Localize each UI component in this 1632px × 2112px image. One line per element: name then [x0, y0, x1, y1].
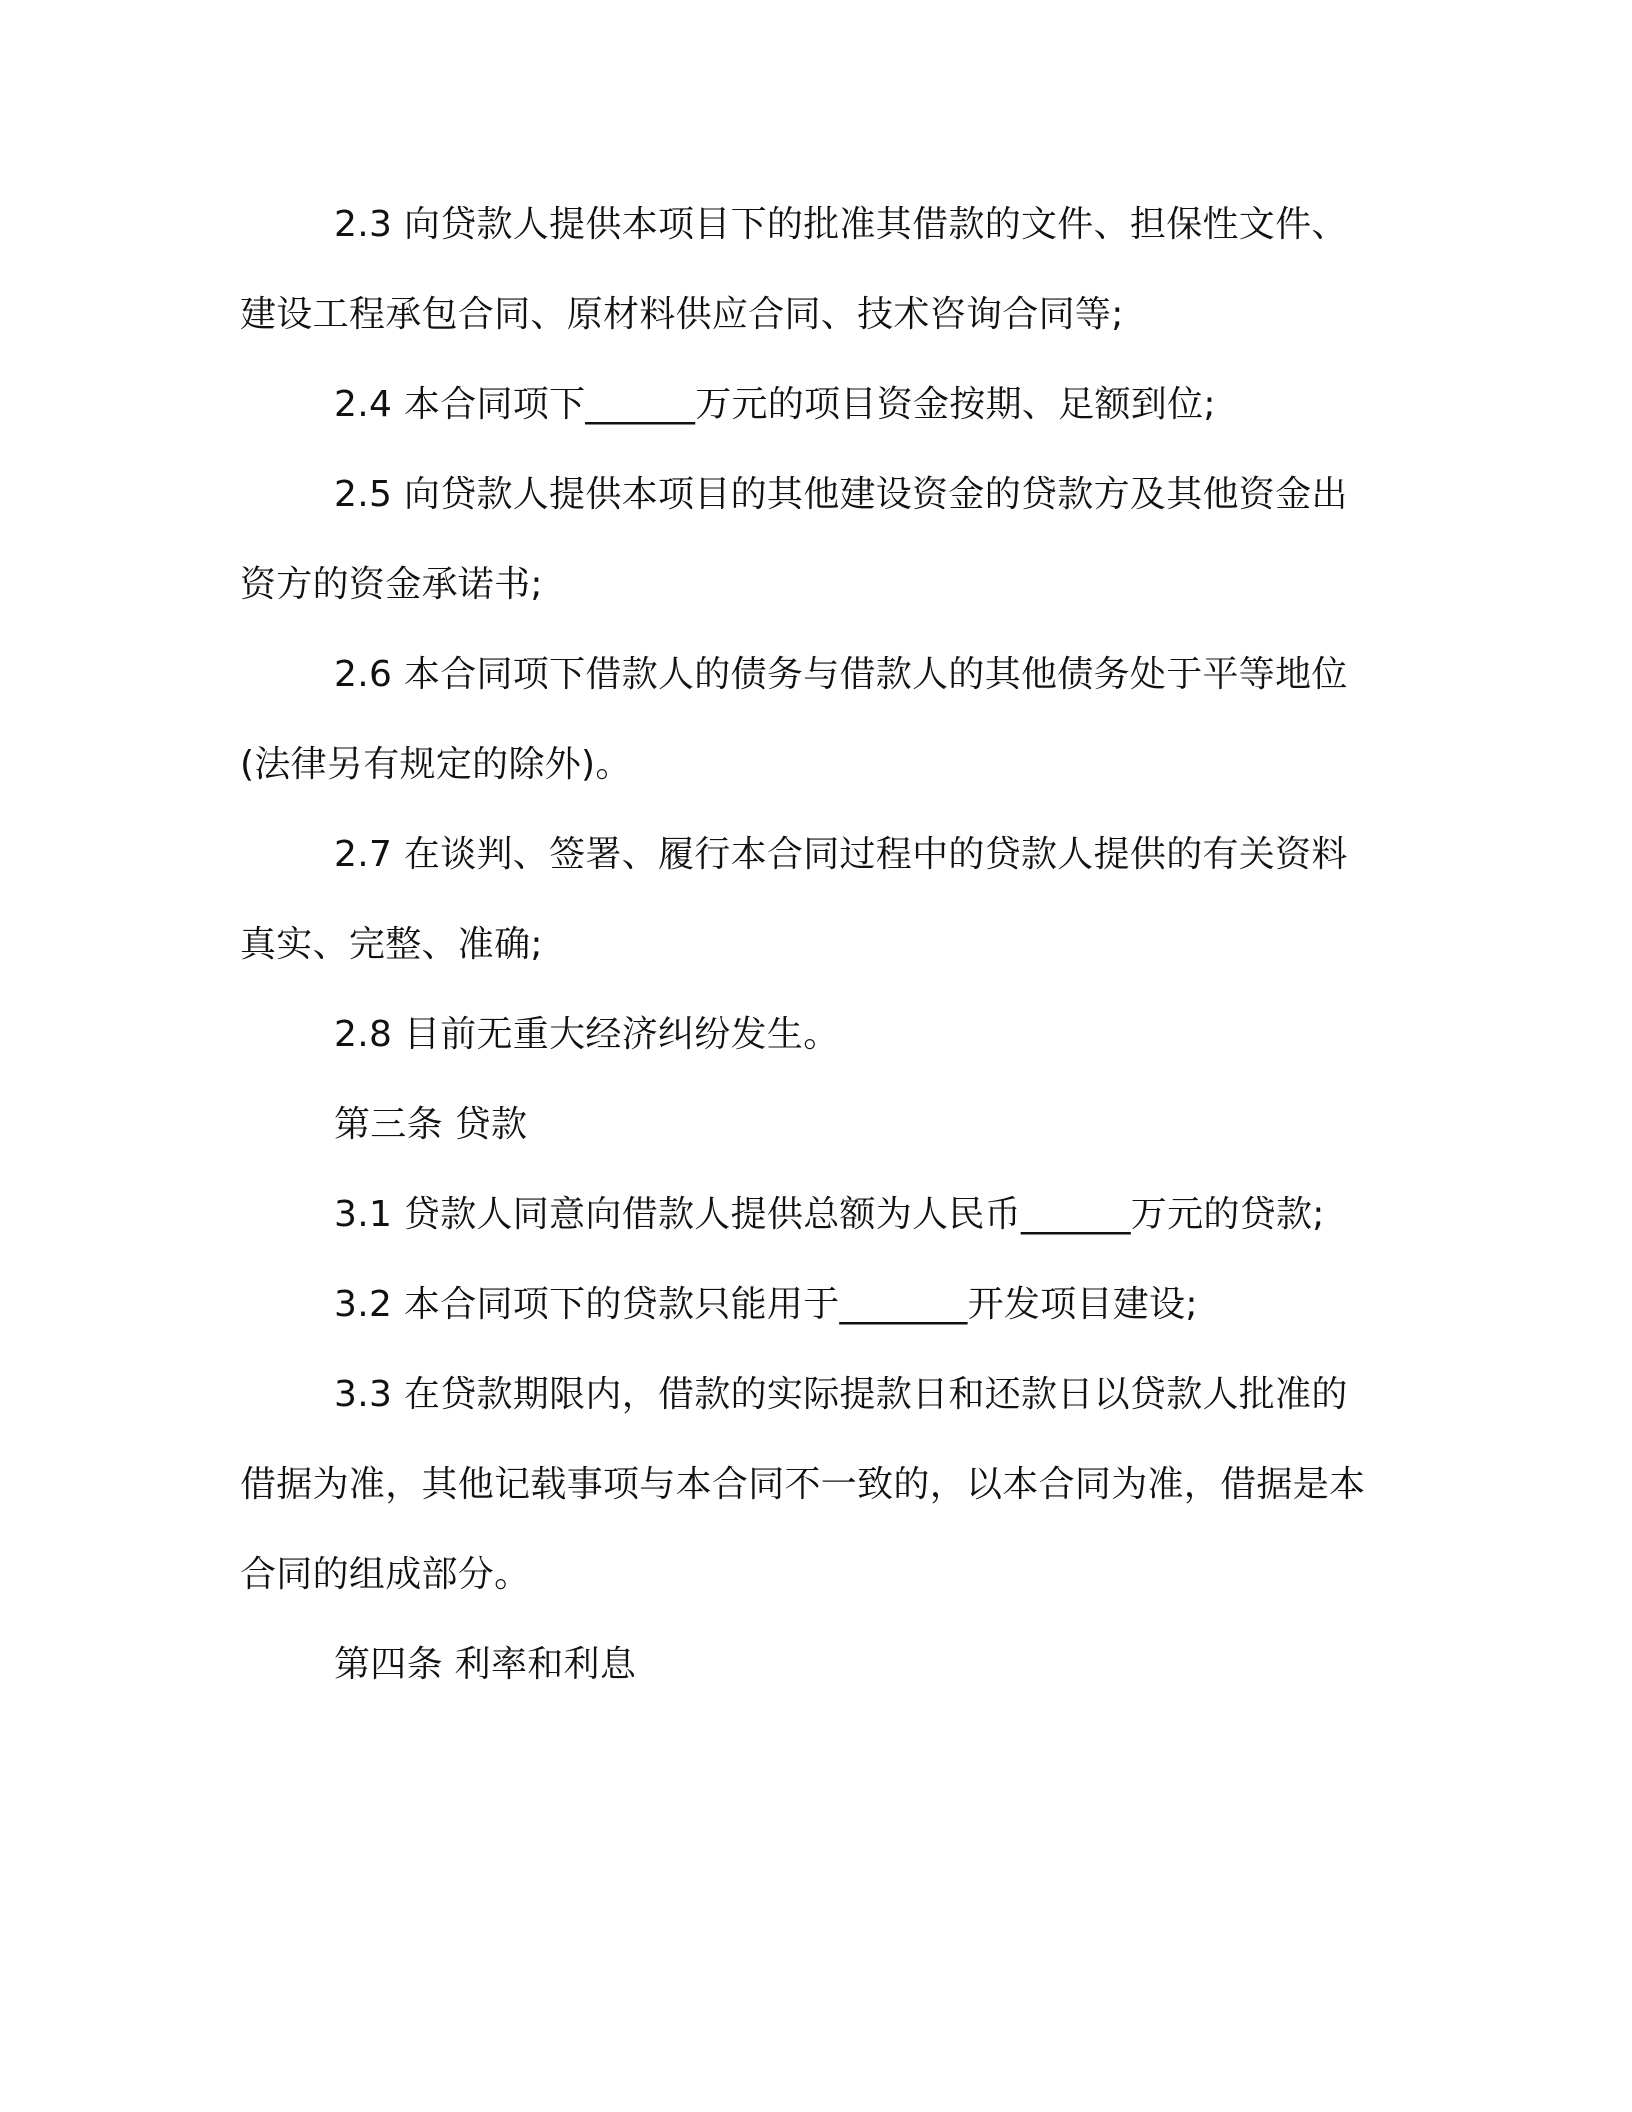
clause-2-8: 2.8 目前无重大经济纠纷发生。 — [334, 1014, 840, 1055]
article-4-heading: 第四条 利率和利息 — [334, 1644, 637, 1685]
document-body — [240, 180, 1368, 1710]
clause-2-5: 2.5 向贷款人提供本项目的其他建设资金的贷款方及其他资金出资方的资金承诺书; — [240, 474, 1348, 605]
clause-3-1: 3.1 贷款人同意向借款人提供总额为人民币______万元的贷款; — [334, 1194, 1325, 1235]
clause-3-3: 3.3 在贷款期限内，借款的实际提款日和还款日以贷款人批准的借据为准，其他记载事项与本合同不一致的，以本合同为准，借据是本合同的组成部分。 — [240, 1374, 1366, 1595]
clause-2-6: 2.6 本合同项下借款人的债务与借款人的其他债务处于平等地位(法律另有规定的除外)。 — [240, 654, 1348, 785]
clause-2-3: 2.3 向贷款人提供本项目下的批准其借款的文件、担保性文件、建设工程承包合同、原材料供应合同、技术咨询合同等; — [240, 204, 1348, 335]
clause-2-4: 2.4 本合同项下______万元的项目资金按期、足额到位; — [334, 384, 1216, 425]
clause-2-7: 2.7 在谈判、签署、履行本合同过程中的贷款人提供的有关资料真实、完整、准确; — [240, 834, 1348, 965]
article-3-heading: 第三条 贷款 — [334, 1104, 528, 1145]
clause-3-2: 3.2 本合同项下的贷款只能用于_______开发项目建设; — [334, 1284, 1198, 1325]
